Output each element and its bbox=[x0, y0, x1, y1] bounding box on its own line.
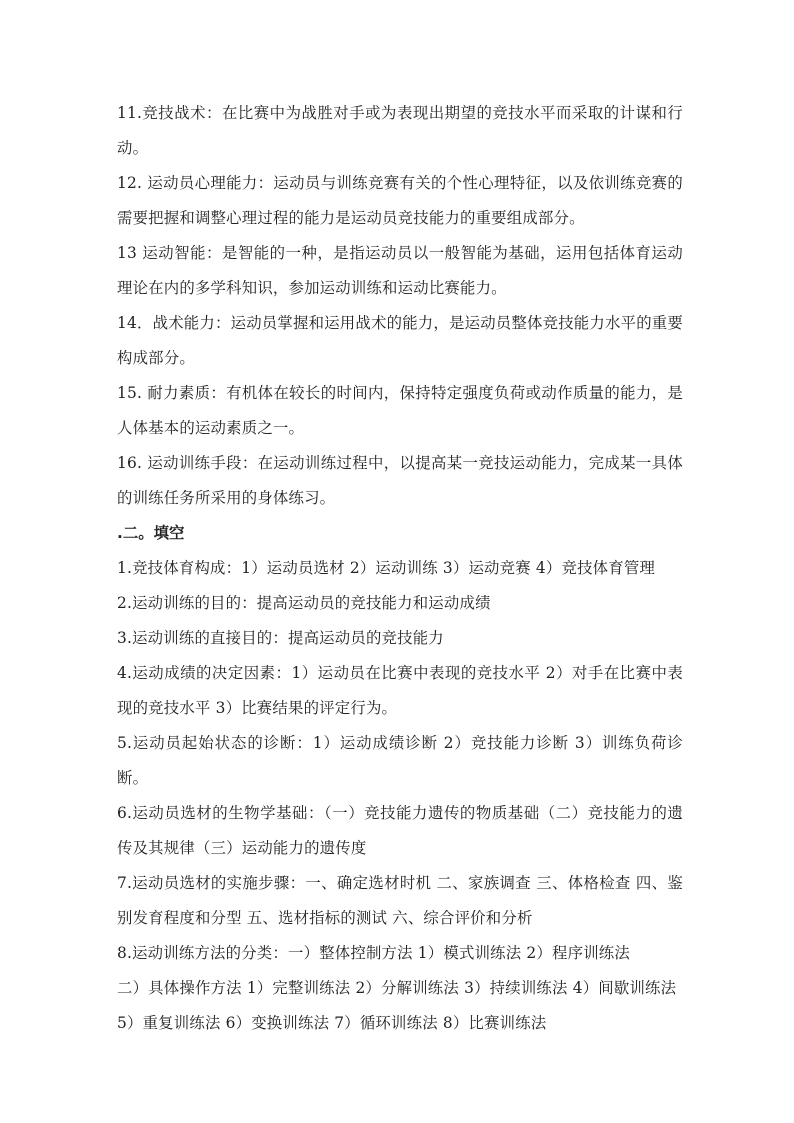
section-heading-fill-blanks: .二。填空 bbox=[117, 524, 185, 542]
definition-13: 13 运动智能：是智能的一种，是指运动员以一般智能为基础，运用包括体育运动理论在内的多学科知识，参加运动训练和运动比赛能力。 bbox=[117, 244, 683, 297]
definition-15: 15. 耐力素质：有机体在较长的时间内，保持特定强度负荷或动作质量的能力，是人体基本的运动素质之一。 bbox=[117, 384, 683, 437]
fill-blank-7: 7.运动员选材的实施步骤：一、确定选材时机 二、家族调查 三、体格检查 四、鉴别发育程度和分型 五、选材指标的测试 六、综合评价和分析 bbox=[117, 874, 683, 927]
fill-blank-5: 5.运动员起始状态的诊断：1）运动成绩诊断 2）竞技能力诊断 3）训练负荷诊断。 bbox=[117, 734, 683, 787]
fill-blank-1: 1.竞技体育构成：1）运动员选材 2）运动训练 3）运动竞赛 4）竞技体育管理 bbox=[117, 559, 656, 577]
definition-12: 12. 运动员心理能力：运动员与训练竞赛有关的个性心理特征，以及依训练竞赛的需要把握和调整心理过程的能力是运动员竞技能力的重要组成部分。 bbox=[117, 174, 683, 227]
fill-blank-8-line-3: 5）重复训练法 6）变换训练法 7）循环训练法 8）比赛训练法 bbox=[117, 1014, 547, 1032]
definition-14: 14．战术能力：运动员掌握和运用战术的能力，是运动员整体竞技能力水平的重要构成部分。 bbox=[117, 314, 683, 367]
fill-blank-6: 6.运动员选材的生物学基础：（一）竞技能力遗传的物质基础（二）竞技能力的遗传及其规律（三）运动能力的遗传度 bbox=[117, 804, 683, 857]
fill-blank-8-line-1: 8.运动训练方法的分类：一）整体控制方法 1）模式训练法 2）程序训练法 bbox=[117, 944, 630, 962]
fill-blank-3: 3.运动训练的直接目的：提高运动员的竞技能力 bbox=[117, 629, 444, 647]
fill-blank-4: 4.运动成绩的决定因素：1）运动员在比赛中表现的竞技水平 2）对手在比赛中表现的竞技水平 3）比赛结果的评定行为。 bbox=[117, 664, 683, 717]
definition-11: 11.竞技战术：在比赛中为战胜对手或为表现出期望的竞技水平而采取的计谋和行动。 bbox=[117, 104, 683, 157]
definition-16: 16. 运动训练手段：在运动训练过程中，以提高某一竞技运动能力，完成某一具体的训练任务所采用的身体练习。 bbox=[117, 454, 683, 507]
fill-blank-8-line-2: 二）具体操作方法 1）完整训练法 2）分解训练法 3）持续训练法 4）间歇训练法 bbox=[117, 979, 677, 997]
fill-blank-2: 2.运动训练的目的：提高运动员的竞技能力和运动成绩 bbox=[117, 594, 491, 612]
document-page bbox=[117, 96, 683, 1041]
